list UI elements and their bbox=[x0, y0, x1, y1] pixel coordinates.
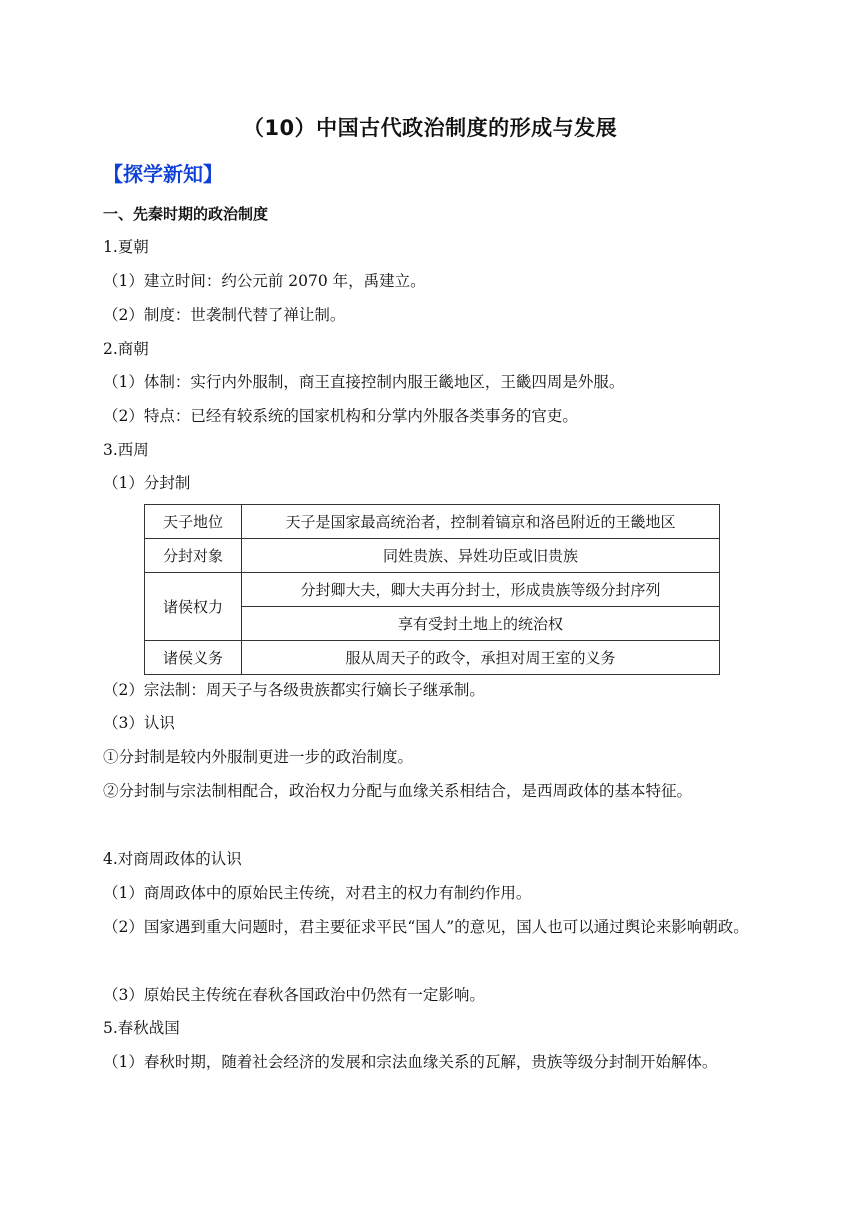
shang-item-1: （1）体制：实行内外服制，商王直接控制内服王畿地区，王畿四周是外服。 bbox=[103, 373, 625, 391]
xia-item-2: （2）制度：世袭制代替了禅让制。 bbox=[103, 306, 346, 324]
fief-system-table bbox=[144, 504, 720, 675]
view-item-2: （2）国家遇到重大问题时，君主要征求平民“国人”的意见，国人也可以通过舆论来影响朝政。 bbox=[103, 918, 749, 936]
table-cell-key: 诸侯权力 bbox=[145, 573, 242, 641]
zhou-title: 3.西周 bbox=[103, 441, 149, 459]
shang-title: 2.商朝 bbox=[103, 340, 149, 358]
xia-title: 1.夏朝 bbox=[103, 238, 149, 256]
xia-item-1: （1）建立时间：约公元前 2070 年，禹建立。 bbox=[103, 272, 426, 290]
zhou-sub-3: （3）认识 bbox=[103, 714, 175, 732]
table-cell-key: 分封对象 bbox=[145, 539, 242, 573]
table-cell-value: 分封卿大夫，卿大夫再分封士，形成贵族等级分封序列 bbox=[242, 573, 720, 607]
table-row bbox=[145, 573, 720, 607]
view-title: 4.对商周政体的认识 bbox=[103, 850, 242, 868]
zhou-sub-1: （1）分封制 bbox=[103, 474, 191, 492]
zhou-point-1: ①分封制是较内外服制更进一步的政治制度。 bbox=[103, 748, 414, 766]
heading-pre-qin: 一、先秦时期的政治制度 bbox=[103, 205, 269, 223]
zhou-sub-2: （2）宗法制：周天子与各级贵族都实行嫡长子继承制。 bbox=[103, 681, 485, 699]
table-row bbox=[145, 641, 720, 675]
view-item-3: （3）原始民主传统在春秋各国政治中仍然有一定影响。 bbox=[103, 986, 485, 1004]
table-cell-value: 享有受封土地上的统治权 bbox=[242, 607, 720, 641]
table-cell-value: 天子是国家最高统治者，控制着镐京和洛邑附近的王畿地区 bbox=[242, 505, 720, 539]
table-cell-value: 服从周天子的政令，承担对周王室的义务 bbox=[242, 641, 720, 675]
spring-title: 5.春秋战国 bbox=[103, 1019, 180, 1037]
view-item-1: （1）商周政体中的原始民主传统，对君主的权力有制约作用。 bbox=[103, 884, 532, 902]
table-row bbox=[145, 539, 720, 573]
section-tag: 【探学新知】 bbox=[103, 162, 223, 186]
document-title: （10）中国古代政治制度的形成与发展 bbox=[242, 116, 618, 140]
spring-item-1: （1）春秋时期，随着社会经济的发展和宗法血缘关系的瓦解，贵族等级分封制开始解体。 bbox=[103, 1053, 718, 1071]
table-cell-value: 同姓贵族、异姓功臣或旧贵族 bbox=[242, 539, 720, 573]
table-cell-key: 天子地位 bbox=[145, 505, 242, 539]
table-row bbox=[145, 505, 720, 539]
table-cell-key: 诸侯义务 bbox=[145, 641, 242, 675]
zhou-point-2: ②分封制与宗法制相配合，政治权力分配与血缘关系相结合，是西周政体的基本特征。 bbox=[103, 782, 693, 800]
shang-item-2: （2）特点：已经有较系统的国家机构和分掌内外服各类事务的官吏。 bbox=[103, 407, 578, 425]
